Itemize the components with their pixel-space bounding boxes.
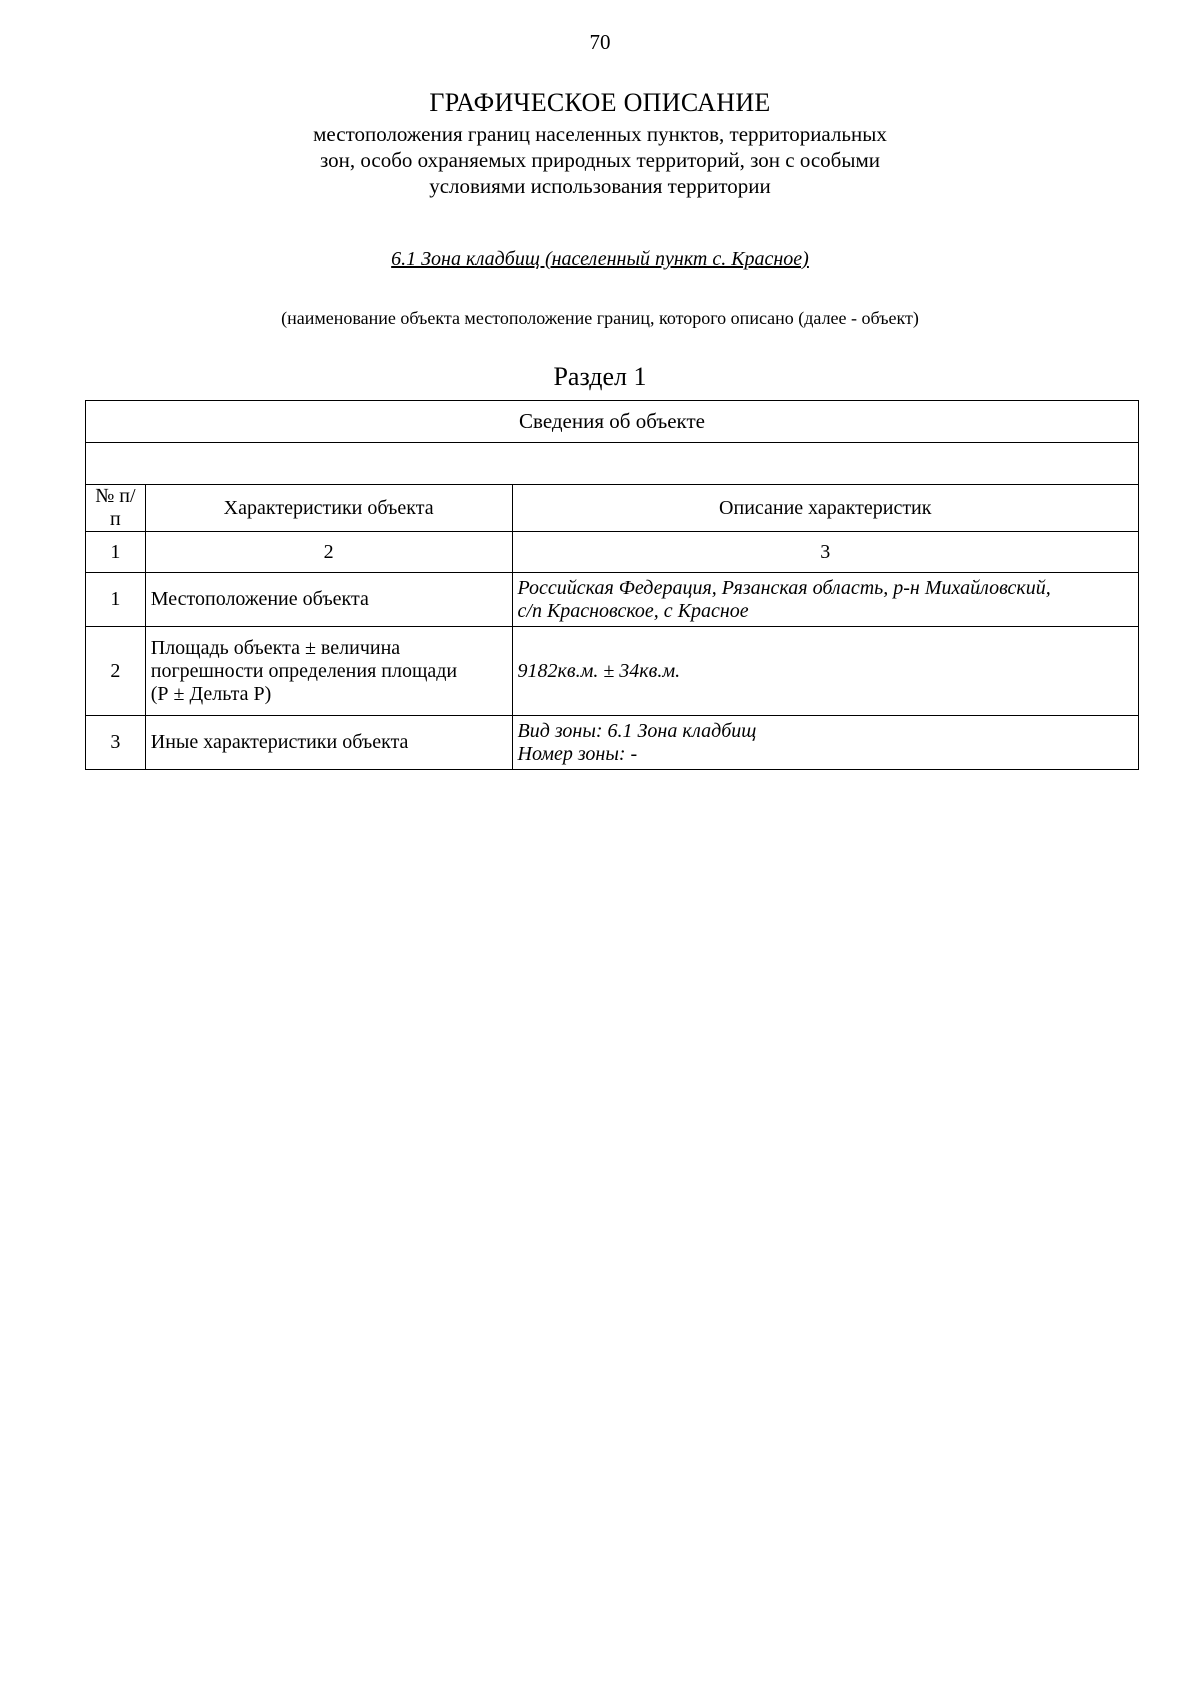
description-line: Вид зоны: 6.1 Зона кладбищ: [517, 719, 757, 742]
table-header-row: [86, 401, 1139, 443]
row-description: [512, 716, 1138, 770]
column-number: 2: [145, 532, 512, 573]
document-title: ГРАФИЧЕСКОЕ ОПИСАНИЕ: [429, 88, 771, 117]
row-characteristic: [145, 573, 512, 627]
row-number: 2: [86, 627, 146, 716]
section-title: Раздел 1: [553, 362, 647, 391]
column-header-description: Описание характеристик: [512, 485, 1138, 532]
column-header-characteristic: Характеристики объекта: [145, 485, 512, 532]
object-caption: (наименование объекта местоположение границ, которого описано (далее - объект): [281, 308, 919, 328]
object-name-text: 6.1 Зона кладбищ (населенный пункт с. Красное): [391, 248, 809, 270]
description-line: с/п Красновское, с Красное: [517, 599, 749, 622]
characteristic-line: (Р ± Дельта Р): [150, 682, 272, 705]
characteristic-line: Площадь объекта ± величина: [150, 636, 401, 659]
row-number: 1: [86, 573, 146, 627]
row-characteristic: [145, 627, 512, 716]
column-header-num: № п/п: [86, 485, 146, 532]
table-empty-cell: [86, 443, 1139, 485]
column-number: 3: [512, 532, 1138, 573]
object-name: [0, 248, 1200, 271]
row-characteristic: [145, 716, 512, 770]
column-number: 1: [86, 532, 146, 573]
page-number: 70: [589, 30, 611, 54]
table-header: Сведения об объекте: [86, 401, 1139, 443]
table-empty-row: [86, 443, 1139, 485]
description-line: 9182кв.м. ± 34кв.м.: [517, 659, 681, 682]
subtitle-line: местоположения границ населенных пунктов, территориальных: [313, 122, 887, 146]
characteristic-line: погрешности определения площади: [150, 659, 458, 682]
characteristic-line: Местоположение объекта: [150, 588, 369, 610]
row-description: [512, 627, 1138, 716]
subtitle-line: условиями использования территории: [429, 174, 771, 198]
table-row: [86, 627, 1139, 716]
document-subtitle: [0, 121, 1200, 199]
description-line: Российская Федерация, Рязанская область, р-н Михайловский,: [517, 576, 1051, 599]
object-info-table: [85, 400, 1139, 770]
table-row: [86, 716, 1139, 770]
table-column-numbers: [86, 532, 1139, 573]
row-number: 3: [86, 716, 146, 770]
table-row: [86, 573, 1139, 627]
description-line: Номер зоны: -: [517, 742, 638, 765]
table-column-headers: [86, 485, 1139, 532]
characteristic-line: Иные характеристики объекта: [150, 731, 409, 753]
subtitle-line: зон, особо охраняемых природных территорий, зон с особыми: [319, 148, 881, 172]
row-description: [512, 573, 1138, 627]
